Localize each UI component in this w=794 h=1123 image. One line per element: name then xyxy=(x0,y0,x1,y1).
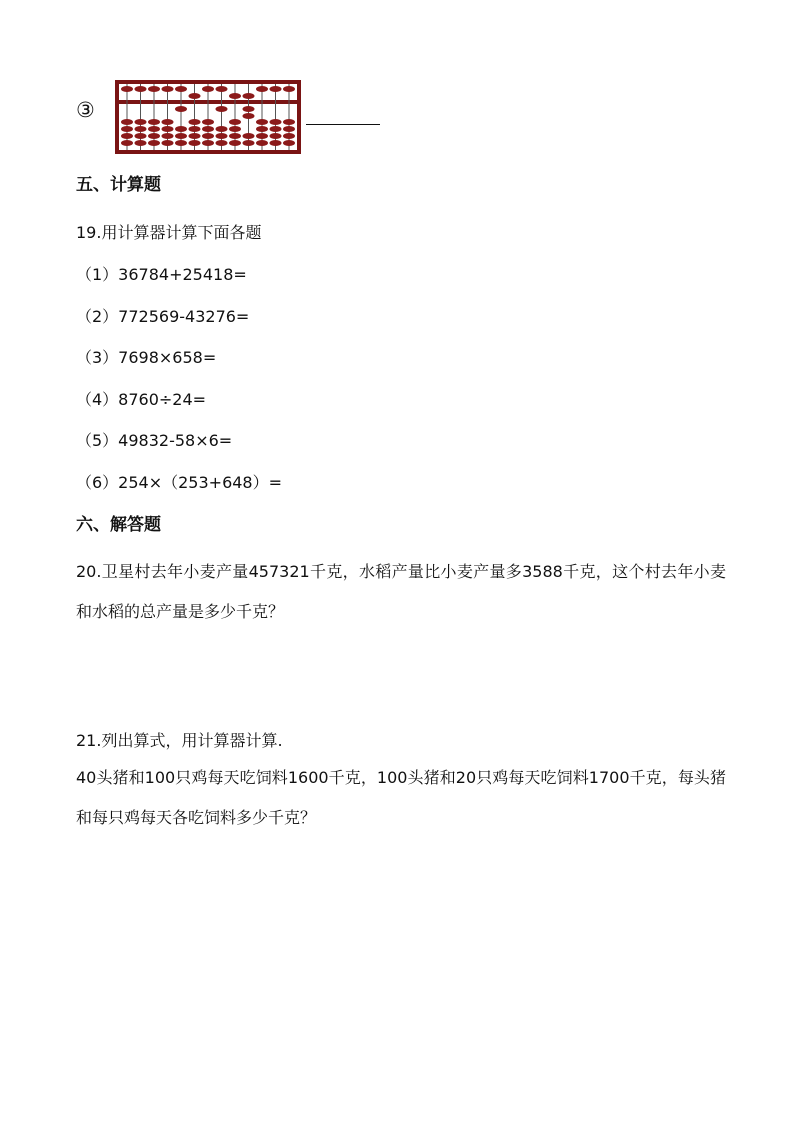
abacus-bead xyxy=(243,106,255,112)
abacus-bead xyxy=(175,140,187,146)
abacus-bead xyxy=(162,119,174,125)
abacus-bead xyxy=(175,106,187,112)
abacus-bead xyxy=(121,126,133,132)
abacus-bead xyxy=(148,119,160,125)
abacus-bead xyxy=(202,86,214,92)
abacus-bead xyxy=(270,119,282,125)
abacus-bead xyxy=(135,86,147,92)
abacus-question xyxy=(76,76,396,158)
abacus-bead xyxy=(229,119,241,125)
answer-blank xyxy=(306,124,380,125)
abacus-bead xyxy=(229,133,241,139)
abacus-bead xyxy=(243,113,255,119)
abacus-bead xyxy=(148,133,160,139)
abacus-bead xyxy=(175,133,187,139)
abacus-bead xyxy=(216,106,228,112)
abacus-bead xyxy=(283,126,295,132)
calc-item-1: （1）36784+25418= xyxy=(76,265,247,284)
abacus-bead xyxy=(283,119,295,125)
abacus-bead xyxy=(256,133,268,139)
abacus-bead xyxy=(243,93,255,99)
question-19-title: 19.用计算器计算下面各题 xyxy=(76,223,262,242)
abacus-bead xyxy=(189,140,201,146)
abacus-bead xyxy=(121,119,133,125)
section-6-heading: 六、解答题 xyxy=(76,515,161,535)
abacus-image xyxy=(115,80,301,154)
abacus-bead xyxy=(135,133,147,139)
abacus-bead xyxy=(135,126,147,132)
abacus-bead xyxy=(162,86,174,92)
abacus-bead xyxy=(148,126,160,132)
abacus-bead xyxy=(270,86,282,92)
abacus-bead xyxy=(202,140,214,146)
question-21-title: 21.列出算式，用计算器计算. xyxy=(76,731,283,750)
abacus-bead xyxy=(256,119,268,125)
abacus-bead xyxy=(162,133,174,139)
calc-item-4: （4）8760÷24= xyxy=(76,390,207,409)
abacus-bead xyxy=(243,133,255,139)
abacus-bead xyxy=(189,93,201,99)
abacus-bead xyxy=(162,126,174,132)
abacus-bead xyxy=(148,86,160,92)
abacus-bead xyxy=(216,140,228,146)
abacus-bead xyxy=(175,86,187,92)
question-20-text: 20.卫星村去年小麦产量457321千克，水稻产量比小麦产量多3588千克，这个村去年小麦和水稻的总产量是多少千克？ xyxy=(76,562,726,621)
circled-number: ③ xyxy=(76,98,95,122)
abacus-bead xyxy=(256,140,268,146)
abacus-bead xyxy=(243,140,255,146)
calc-item-5: （5）49832-58×6= xyxy=(76,431,233,450)
abacus-bead xyxy=(189,133,201,139)
abacus-bead xyxy=(202,126,214,132)
abacus-bead xyxy=(229,126,241,132)
abacus-bead xyxy=(216,133,228,139)
abacus-bead xyxy=(175,126,187,132)
abacus-bead xyxy=(121,140,133,146)
calc-item-6: （6）254×（253+648）= xyxy=(76,473,283,492)
abacus-bead xyxy=(270,133,282,139)
abacus-bead xyxy=(270,140,282,146)
abacus-bead xyxy=(229,93,241,99)
abacus-bead xyxy=(283,140,295,146)
calc-item-2: （2）772569-43276= xyxy=(76,307,250,326)
abacus-bead xyxy=(283,133,295,139)
abacus-bead xyxy=(216,86,228,92)
abacus-bead xyxy=(189,119,201,125)
section-5-heading: 五、计算题 xyxy=(76,175,161,195)
abacus-bead xyxy=(121,133,133,139)
abacus-bead xyxy=(256,126,268,132)
calc-item-3: （3）7698×658= xyxy=(76,348,217,367)
question-21-text: 40头猪和100只鸡每天吃饲料1600千克，100头猪和20只鸡每天吃饲料1700千克，每头猪和每只鸡每天各吃饲料多少千克？ xyxy=(76,768,726,827)
abacus-bead xyxy=(162,140,174,146)
abacus-bead xyxy=(121,86,133,92)
abacus-bead xyxy=(229,140,241,146)
abacus-bead xyxy=(270,126,282,132)
abacus-bead xyxy=(135,140,147,146)
abacus-bead xyxy=(202,119,214,125)
abacus-bead xyxy=(216,126,228,132)
abacus-bead xyxy=(189,126,201,132)
abacus-bead xyxy=(148,140,160,146)
abacus-bead xyxy=(283,86,295,92)
abacus-bead xyxy=(256,86,268,92)
abacus-bead xyxy=(202,133,214,139)
abacus-bead xyxy=(135,119,147,125)
